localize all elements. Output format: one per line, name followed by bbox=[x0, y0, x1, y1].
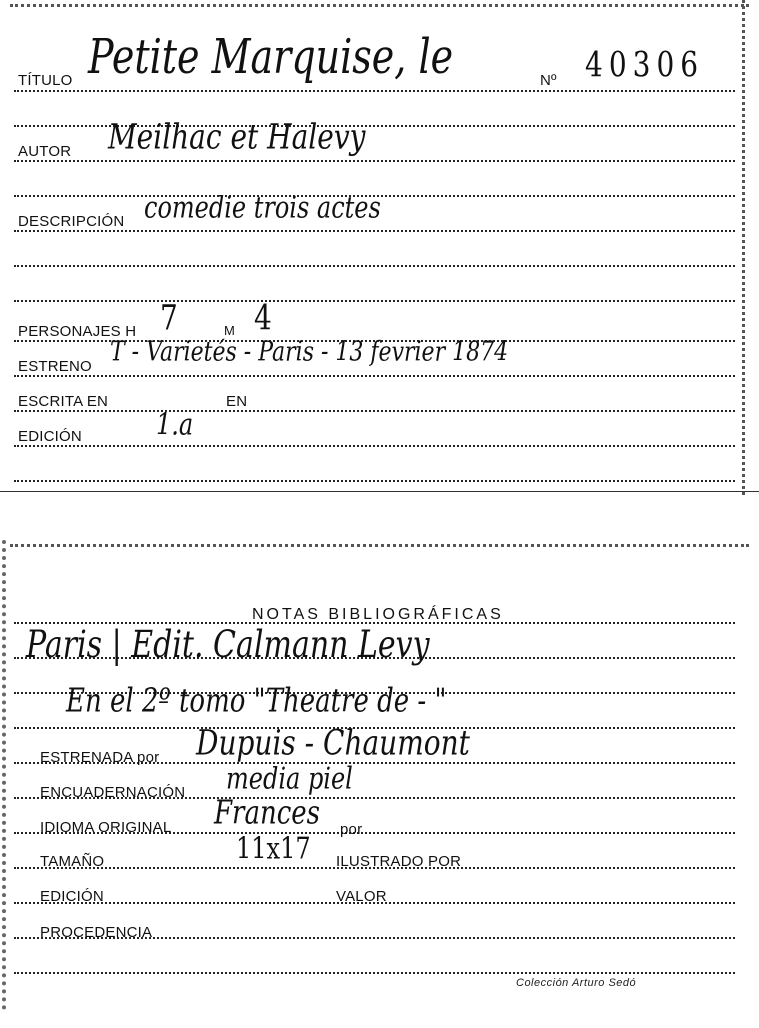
rule-bottom-b bbox=[14, 972, 735, 974]
note-line-2: En el 2º tomo "Theatre de - " bbox=[66, 682, 447, 720]
rule-blank-4 bbox=[14, 300, 735, 302]
valor-label: VALOR bbox=[336, 888, 387, 905]
rule-estreno bbox=[14, 375, 735, 377]
estreno-label: ESTRENO bbox=[18, 358, 92, 375]
escrita-en-label: ESCRITA EN bbox=[18, 393, 109, 410]
note-line-1: Paris | Edit. Calmann Levy bbox=[26, 623, 430, 667]
personajes-h-value: 7 bbox=[160, 296, 178, 338]
rule-bottom bbox=[14, 480, 735, 482]
idioma-label: IDIOMA ORIGINAL bbox=[40, 819, 172, 836]
tamano-value: 11x17 bbox=[236, 831, 311, 866]
card-divider bbox=[0, 491, 759, 492]
titulo-label: TÍTULO bbox=[18, 72, 73, 89]
autor-label: AUTOR bbox=[18, 143, 72, 160]
edicion-label-b: EDICIÓN bbox=[40, 888, 104, 905]
card-bottom-left-edge bbox=[2, 540, 6, 1010]
encuadernacion-label: ENCUADERNACIÓN bbox=[40, 784, 186, 801]
por-label: por bbox=[340, 821, 363, 838]
rule-edicion bbox=[14, 445, 735, 447]
card-bottom-top-edge bbox=[10, 544, 749, 547]
rule-blank-3 bbox=[14, 265, 735, 267]
card-right-edge bbox=[742, 0, 745, 495]
titulo-value: Petite Marquise, le bbox=[88, 29, 454, 84]
descripcion-label: DESCRIPCIÓN bbox=[18, 213, 125, 230]
personajes-label: PERSONAJES H bbox=[18, 323, 137, 340]
edicion-label: EDICIÓN bbox=[18, 428, 82, 445]
rule-titulo bbox=[14, 90, 735, 92]
autor-value: Meilhac et Halevy bbox=[108, 115, 366, 157]
catalog-card-bottom bbox=[0, 540, 759, 1010]
notas-heading: NOTAS BIBLIOGRÁFICAS bbox=[252, 606, 504, 623]
coleccion-stamp: Colección Arturo Sedó bbox=[516, 977, 637, 989]
rule-escrita bbox=[14, 410, 735, 412]
idioma-value: Frances bbox=[214, 794, 321, 832]
tamano-label: TAMAÑO bbox=[40, 853, 105, 870]
edicion-value: 1.a bbox=[156, 407, 194, 442]
ilustrado-label: ILUSTRADO POR bbox=[336, 853, 462, 870]
encuadernacion-value: media piel bbox=[226, 761, 353, 796]
numero-value: 40306 bbox=[585, 43, 705, 85]
en-label: EN bbox=[226, 393, 248, 410]
rule-autor bbox=[14, 160, 735, 162]
numero-label: Nº bbox=[540, 72, 557, 89]
card-top-edge bbox=[10, 4, 749, 7]
procedencia-label: PROCEDENCIA bbox=[40, 924, 153, 941]
descripcion-value: comedie trois actes bbox=[144, 190, 381, 225]
catalog-card-top bbox=[0, 0, 759, 495]
estrenada-label: ESTRENADA por bbox=[40, 749, 160, 766]
personajes-m-value: 4 bbox=[254, 296, 272, 338]
personajes-m-label: M bbox=[224, 323, 236, 338]
rule-descripcion bbox=[14, 230, 735, 232]
estrenada-value: Dupuis - Chaumont bbox=[196, 721, 470, 763]
estreno-value: T - Varietés - Paris - 13 fevrier 1874 bbox=[110, 336, 509, 368]
